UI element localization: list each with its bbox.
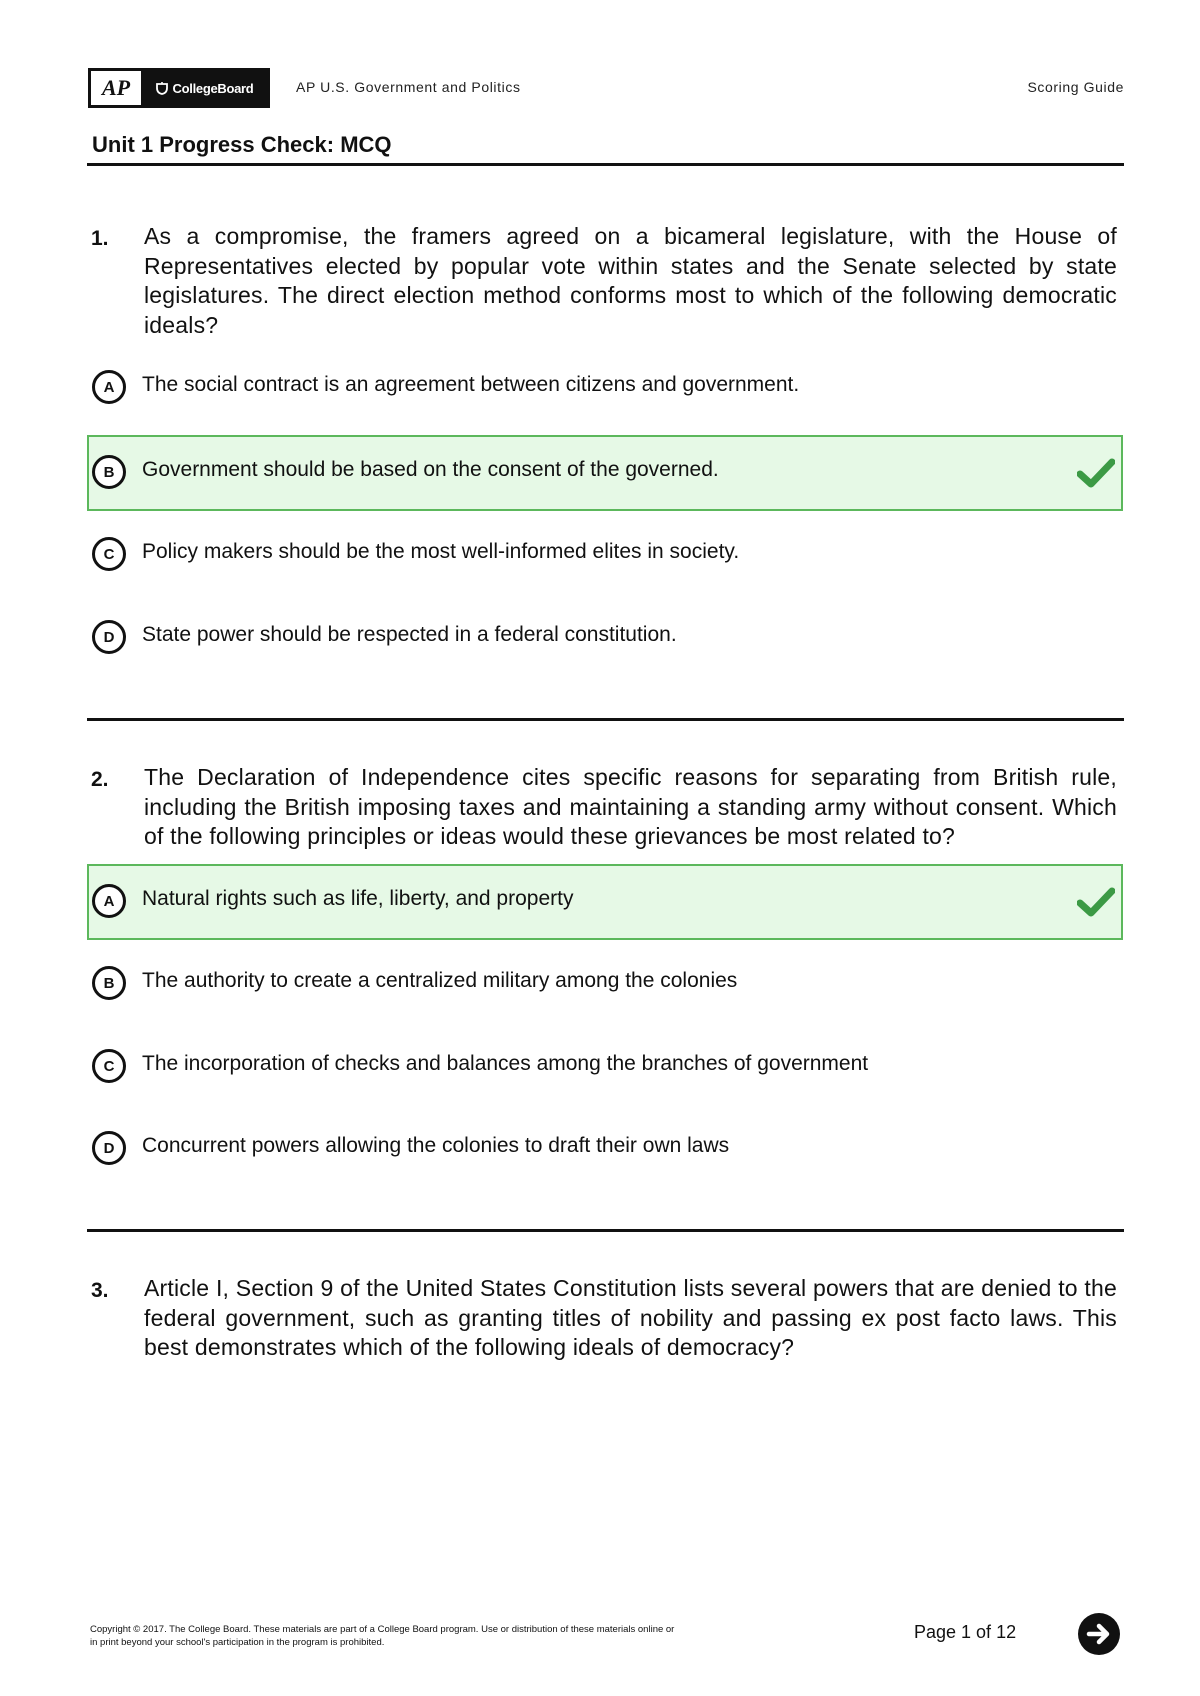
- choice-text: Policy makers should be the most well-informed elites in society.: [142, 540, 740, 563]
- checkmark-icon: [1077, 457, 1115, 489]
- choice-letter-badge: C: [92, 1049, 126, 1083]
- answer-choice-d[interactable]: [87, 1111, 1123, 1187]
- question-divider: [87, 1229, 1124, 1232]
- answer-choice-a[interactable]: [87, 350, 1123, 426]
- answer-choice-c[interactable]: [87, 1029, 1123, 1105]
- choice-text: The authority to create a centralized military among the colonies: [142, 969, 738, 992]
- answer-choice-b[interactable]: [87, 435, 1123, 511]
- choice-text: State power should be respected in a federal constitution.: [142, 623, 677, 646]
- choice-letter-badge: B: [92, 455, 126, 489]
- ap-college-board-logo: [88, 68, 270, 108]
- question-number: 3.: [91, 1279, 109, 1302]
- checkmark-icon: [1077, 886, 1115, 918]
- answer-choice-d[interactable]: [87, 600, 1123, 676]
- choice-letter-badge: D: [92, 620, 126, 654]
- choice-text: Government should be based on the consent of the governed.: [142, 458, 719, 481]
- choice-letter-badge: C: [92, 537, 126, 571]
- choice-text: The incorporation of checks and balances among the branches of government: [142, 1052, 869, 1075]
- choice-text: Natural rights such as life, liberty, and property: [142, 887, 574, 910]
- ap-logo: AP: [91, 71, 141, 105]
- choice-text: The social contract is an agreement between citizens and government.: [142, 373, 800, 396]
- page-header: [88, 68, 1124, 110]
- college-board-logo: [141, 71, 267, 105]
- copyright-line-2: in print beyond your school's participation in the program is prohibited.: [90, 1637, 385, 1648]
- arrow-right-icon: [1084, 1619, 1114, 1649]
- acorn-icon: [155, 81, 169, 95]
- choice-letter-badge: D: [92, 1131, 126, 1165]
- title-divider: [87, 163, 1124, 166]
- copyright-notice: [90, 1623, 790, 1649]
- page-number: Page 1 of 12: [914, 1622, 1017, 1642]
- question-number: 1.: [91, 227, 109, 250]
- college-board-wordmark: CollegeBoard: [172, 80, 254, 96]
- answer-choice-a[interactable]: [87, 864, 1123, 940]
- question-stem: As a compromise, the framers agreed on a bicameral legislature, with the House of Representatives elected by popular vote within states and the Senate selected by state legislatures. The direct election method conforms most to which of the following democratic ideals?: [144, 223, 1117, 338]
- answer-choice-b[interactable]: [87, 946, 1123, 1022]
- choice-letter-badge: A: [92, 884, 126, 918]
- next-page-button[interactable]: [1078, 1613, 1120, 1655]
- scoring-guide-label: Scoring Guide: [1027, 79, 1124, 95]
- course-title: AP U.S. Government and Politics: [296, 79, 521, 95]
- question-stem: Article I, Section 9 of the United States Constitution lists several powers that are denied to the federal government, such as granting titles of nobility and passing ex post facto laws. This best demonstrates which of the following ideals of democracy?: [144, 1275, 1117, 1360]
- question-number: 2.: [91, 768, 109, 791]
- choice-text: Concurrent powers allowing the colonies to draft their own laws: [142, 1134, 730, 1157]
- question-divider: [87, 718, 1124, 721]
- choice-letter-badge: A: [92, 370, 126, 404]
- question-stem: The Declaration of Independence cites specific reasons for separating from British rule, including the British imposing taxes and maintaining a standing army without consent. Which of the following principles or ideas would these grievances be most related to?: [144, 764, 1117, 849]
- choice-letter-badge: B: [92, 966, 126, 1000]
- page-title: Unit 1 Progress Check: MCQ: [92, 132, 392, 157]
- answer-choice-c[interactable]: [87, 517, 1123, 593]
- copyright-line-1: Copyright © 2017. The College Board. These materials are part of a College Board program. Use or distribution of these materials online or: [90, 1624, 675, 1635]
